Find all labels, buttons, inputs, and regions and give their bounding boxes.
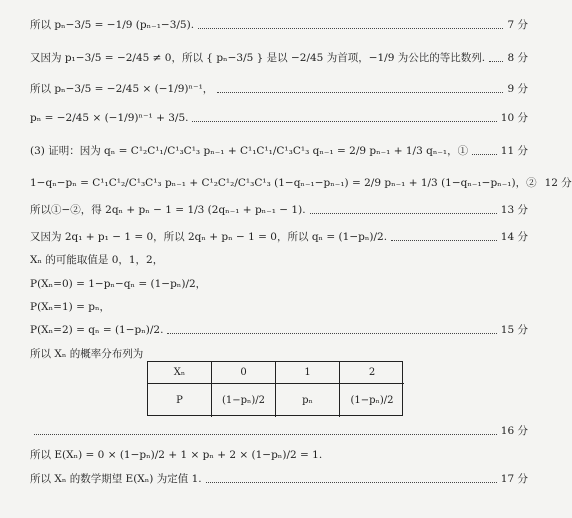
score-label: 17 分 xyxy=(500,473,528,485)
leader-dots xyxy=(192,121,496,122)
solution-line xyxy=(30,474,528,485)
line-text: 所以 pₙ−3/5 = −2/45 × (−1/9)ⁿ⁻¹， xyxy=(30,83,214,95)
table-header-cell: 0 xyxy=(212,362,276,384)
score-label: 16 分 xyxy=(500,425,528,437)
solution-line xyxy=(30,177,572,189)
leader-dots xyxy=(391,240,497,241)
score-label: 8 分 xyxy=(507,52,528,64)
solution-line xyxy=(30,255,528,266)
solution-line xyxy=(30,20,528,31)
line-text: P(Xₙ=2) = qₙ = (1−pₙ)/2. xyxy=(30,324,164,336)
leader-dots xyxy=(217,92,503,93)
leader-dots xyxy=(472,154,497,155)
solution-line xyxy=(30,84,528,95)
line-text: 所以 E(Xₙ) = 0 × (1−pₙ)/2 + 1 × pₙ + 2 × (1−pₙ)/2 = 1. xyxy=(30,449,323,461)
solution-line xyxy=(30,232,528,243)
table-cell: (1−pₙ)/2 xyxy=(350,395,394,406)
line-text: Xₙ 的可能取值是 0，1，2， xyxy=(30,254,164,266)
solution-line xyxy=(30,279,528,290)
table-cell: (1−pₙ)/2 xyxy=(212,384,276,417)
table-header-cell: 2 xyxy=(340,362,404,384)
leader-dots xyxy=(167,333,496,334)
solution-line xyxy=(30,146,528,157)
solution-line xyxy=(30,53,528,64)
score-label: 14 分 xyxy=(500,231,528,243)
score-label: 11 分 xyxy=(500,145,528,157)
line-text: 所以 Xₙ 的数学期望 E(Xₙ) 为定值 1. xyxy=(30,473,202,485)
line-text: P(Xₙ=0) = 1−pₙ−qₙ = (1−pₙ)/2， xyxy=(30,278,207,290)
line-text: P(Xₙ=1) = pₙ， xyxy=(30,301,110,313)
line-text: 所以 pₙ−3/5 = −1/9 (pₙ₋₁−3/5). xyxy=(30,19,195,31)
score-label: 7 分 xyxy=(507,19,528,31)
table-header-cell: 1 xyxy=(276,362,340,384)
solution-line xyxy=(30,113,528,124)
leader-dots xyxy=(198,28,503,29)
score-label: 13 分 xyxy=(500,204,528,216)
leader-dots xyxy=(489,61,503,62)
line-text: 所以①−②，得 2qₙ + pₙ − 1 = 1/3 (2qₙ₋₁ + pₙ₋₁ − 1). xyxy=(30,204,306,216)
line-text: 1−qₙ−pₙ = C¹₁C¹₂/C¹₃C¹₃ pₙ₋₁ + C¹₂C¹₂/C¹₃C¹₃ (1−qₙ₋₁−pₙ₋₁) = 2/9 pₙ₋₁ + 1/3 (1−qₙ₋₁−pₙ₋₁)，② xyxy=(30,177,537,189)
solution-line xyxy=(30,302,528,313)
table-cell: pₙ xyxy=(276,384,340,417)
solution-line xyxy=(30,426,528,437)
line-text: 又因为 2q₁ + p₁ − 1 = 0，所以 2qₙ + pₙ − 1 = 0，所以 qₙ = (1−pₙ)/2. xyxy=(30,231,388,243)
line-text: 所以 Xₙ 的概率分布列为 xyxy=(30,348,144,360)
score-label: 9 分 xyxy=(507,83,528,95)
solution-line xyxy=(30,205,528,216)
table-header-cell: Xₙ xyxy=(148,362,212,384)
leader-dots xyxy=(206,482,497,483)
solution-line xyxy=(30,450,528,461)
table-cell: P xyxy=(148,384,212,417)
line-text: pₙ = −2/45 × (−1/9)ⁿ⁻¹ + 3/5. xyxy=(30,112,189,124)
line-text: (3) 证明：因为 qₙ = C¹₂C¹₁/C¹₃C¹₃ pₙ₋₁ + C¹₁C¹₁/C¹₃C¹₃ qₙ₋₁ = 2/9 pₙ₋₁ + 1/3 qₙ₋₁，① xyxy=(30,145,469,157)
leader-dots xyxy=(310,213,497,214)
leader-dots xyxy=(34,434,497,435)
line-text: 又因为 p₁−3/5 = −2/45 ≠ 0，所以 { pₙ−3/5 } 是以 −2/45 为首项，−1/9 为公比的等比数列. xyxy=(30,52,486,64)
score-label: 10 分 xyxy=(500,112,528,124)
score-label: 12 分 xyxy=(544,177,572,189)
probability-distribution-table xyxy=(147,361,403,416)
score-label: 15 分 xyxy=(500,324,528,336)
solution-line xyxy=(30,349,528,360)
solution-line xyxy=(30,325,528,336)
